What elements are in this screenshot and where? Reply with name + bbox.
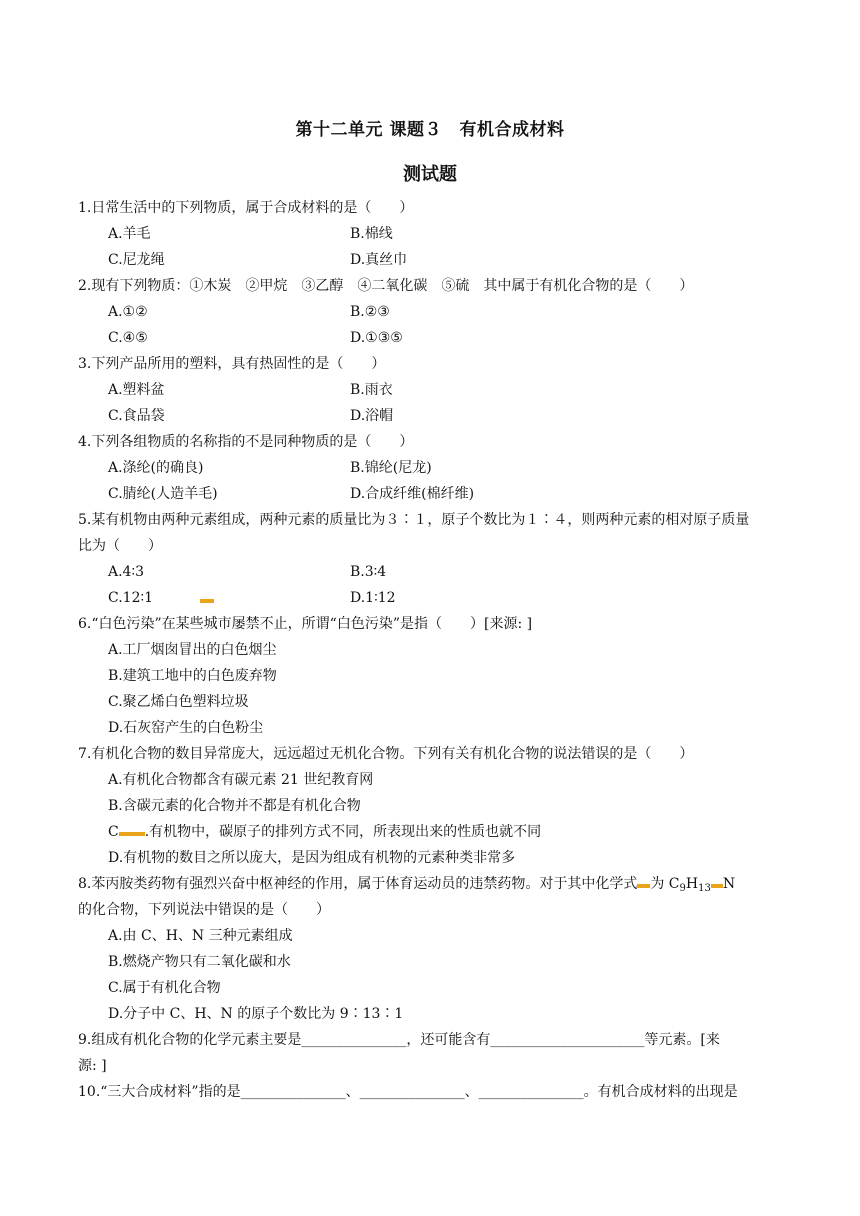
question-2-stem: 2.现有下列物质：①木炭 ②甲烷 ③乙醇 ④二氧化碳 ⑤硫 其中属于有机化合物的是（ ） (78, 278, 694, 294)
question-1-option-d: D.真丝巾 (350, 252, 408, 268)
page-subtitle: 测试题 (403, 164, 457, 185)
question-6-stem: 6.“白色污染”在某些城市屡禁不止，所谓“白色污染”是指（ ）[来源: ] (78, 616, 533, 632)
question-5-option-b: B.3∶4 (350, 564, 387, 580)
question-8-formula-prefix: 为 C (650, 876, 680, 892)
question-4-option-a: A.涤纶(的确良) (108, 460, 204, 476)
highlight-mark (200, 599, 214, 603)
question-3-stem: 3.下列产品所用的塑料，具有热固性的是（ ） (78, 356, 386, 372)
question-3-option-d: D.浴帽 (350, 408, 394, 424)
question-7-option-c-text: .有机物中，碳原子的排列方式不同，所表现出来的性质也就不同 (144, 824, 542, 840)
page-title: 第十二单元 课题３ 有机合成材料 (295, 120, 565, 140)
question-2-option-d: D.①③⑤ (350, 330, 403, 346)
question-8-option-a: A.由 C、H、N 三种元素组成 (108, 928, 293, 944)
question-3-option-b: B.雨衣 (350, 382, 393, 398)
question-4-option-b: B.锦纶(尼龙) (350, 460, 432, 476)
question-4-option-c: C.腈纶(人造羊毛) (108, 486, 218, 502)
question-5-option-c-text: C.12∶1 (108, 590, 154, 606)
question-8-stem (78, 875, 735, 898)
question-7-option-b: B.含碳元素的化合物并不都是有机化合物 (108, 798, 361, 814)
question-2-option-b: B.②③ (350, 304, 390, 320)
question-2-option-c: C.④⑤ (108, 330, 148, 346)
question-9-line-1: 9.组成有机化合物的化学元素主要是_______________，还可能含有______________________等元素。[来 (78, 1032, 720, 1048)
question-5-option-a: A.4∶3 (108, 564, 145, 580)
question-5-option-d: D.1∶12 (350, 590, 396, 606)
question-6-option-c: C.聚乙烯白色塑料垃圾 (108, 694, 249, 710)
question-7-option-a: A.有机化合物都含有碳元素 21 世纪教育网 (108, 772, 374, 788)
subscript-9: 9 (679, 883, 686, 894)
question-3-option-c: C.食品袋 (108, 408, 165, 424)
question-5-stem: 5.某有机物由两种元素组成，两种元素的质量比为３∶１，原子个数比为１∶４，则两种元素的相对原子质量 (78, 512, 750, 528)
question-3-option-a: A.塑料盆 (108, 382, 165, 398)
question-1-option-b: B.棉线 (350, 226, 393, 242)
question-8-stem-continued: 的化合物，下列说法中错误的是（ ） (78, 902, 330, 918)
question-8-option-d: D.分子中 C、H、N 的原子个数比为 9∶13∶1 (108, 1006, 404, 1022)
question-10-line-1: 10.“三大合成材料”指的是_______________、_______________、_______________。有机合成材料的出现是 (78, 1084, 738, 1100)
question-7-option-c (108, 823, 541, 841)
question-7-stem: 7.有机化合物的数目异常庞大，远远超过无机化合物。下列有关有机化合物的说法错误的是（ ） (78, 746, 694, 762)
highlight-mark (119, 832, 145, 836)
subscript-13: 13 (698, 883, 711, 894)
question-5-option-c (108, 589, 153, 607)
question-4-option-d: D.合成纤维(棉纤维) (350, 486, 475, 502)
question-7-option-c-prefix: C (108, 824, 119, 840)
highlight-mark (637, 884, 650, 888)
question-8-stem-text: 8.苯丙胺类药物有强烈兴奋中枢神经的作用，属于体育运动员的违禁药物。对于其中化学式 (78, 876, 638, 892)
question-2-option-a: A.①② (108, 304, 148, 320)
formula-n: N (722, 876, 736, 892)
question-6-option-a: A.工厂烟囱冒出的白色烟尘 (108, 642, 277, 658)
question-8-option-c: C.属于有机化合物 (108, 980, 221, 996)
question-9-line-2: 源: ] (78, 1058, 107, 1074)
question-1-stem: 1.日常生活中的下列物质，属于合成材料的是（ ） (78, 200, 414, 216)
highlight-mark (711, 884, 723, 888)
question-8-option-b: B.燃烧产物只有二氧化碳和水 (108, 954, 291, 970)
question-7-option-d: D.有机物的数目之所以庞大，是因为组成有机物的元素种类非常多 (108, 850, 516, 866)
question-4-stem: 4.下列各组物质的名称指的不是同种物质的是（ ） (78, 434, 414, 450)
question-5-stem-continued: 比为（ ） (78, 538, 162, 554)
question-6-option-b: B.建筑工地中的白色废弃物 (108, 668, 277, 684)
formula-h: H (685, 876, 699, 892)
question-1-option-a: A.羊毛 (108, 226, 151, 242)
question-1-option-c: C.尼龙绳 (108, 252, 165, 268)
question-6-option-d: D.石灰窑产生的白色粉尘 (108, 720, 264, 736)
